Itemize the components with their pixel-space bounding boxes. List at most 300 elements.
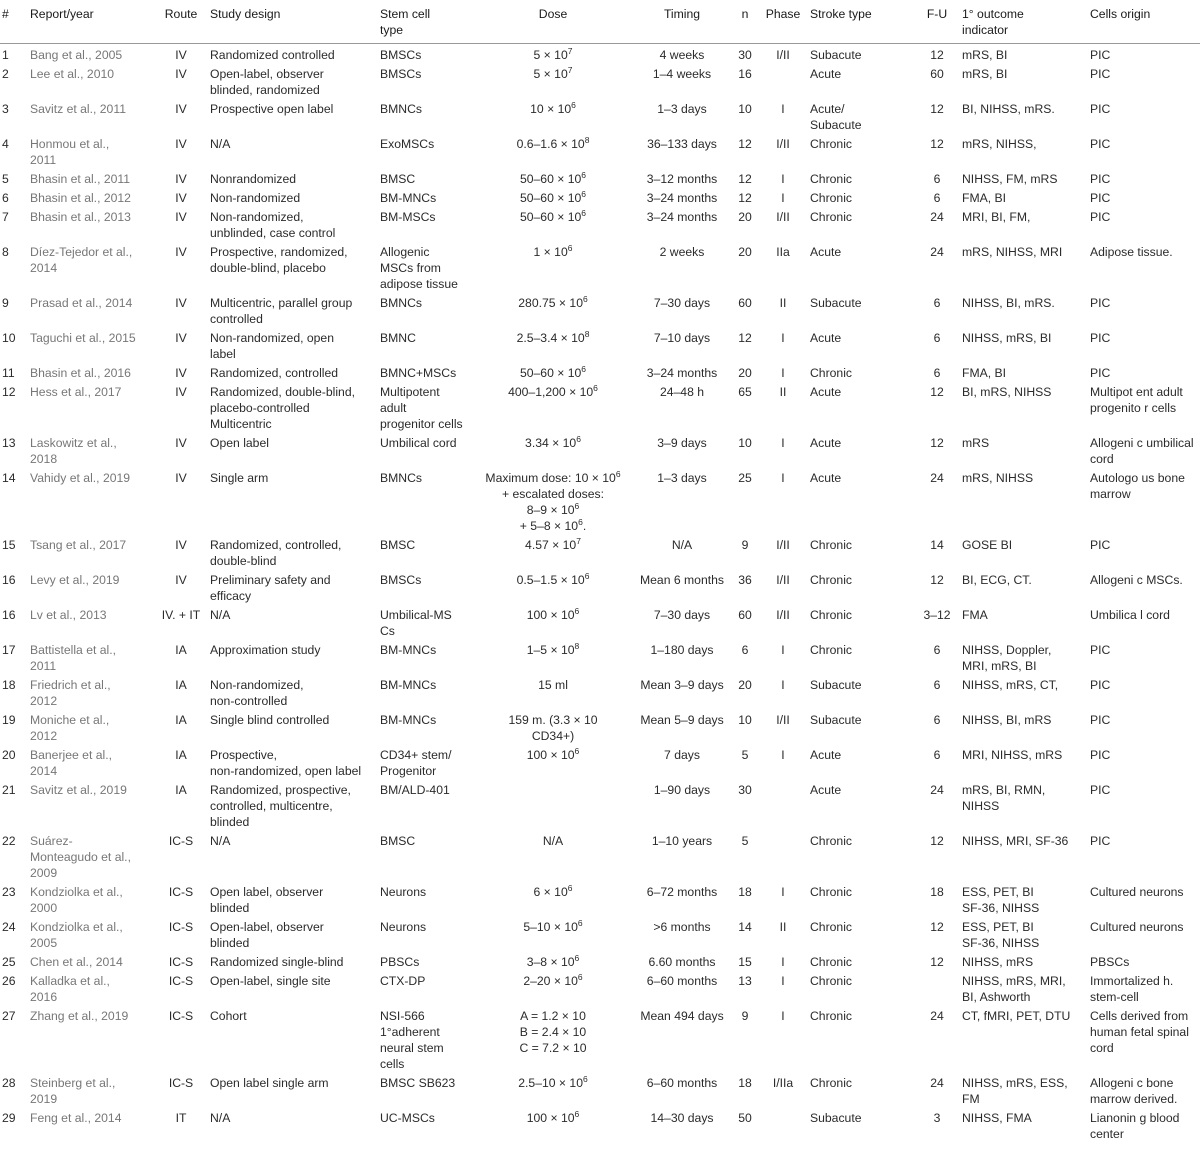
cell-cells-origin: PIC xyxy=(1090,296,1111,310)
cell-follow-up: 3–12 xyxy=(923,608,951,622)
cell-study-design: N/A xyxy=(210,608,231,622)
dose-value: 5 × 10 xyxy=(533,48,568,62)
cell-study-design: Open-label, observer blinded, randomized xyxy=(210,67,324,97)
cell-phase: I xyxy=(781,1009,785,1023)
cell-outcome-indicator: mRS, BI, RMN, NIHSS xyxy=(962,783,1046,813)
cell-follow-up: 12 xyxy=(930,834,944,848)
cell-report-year: Kalladka et al., 2016 xyxy=(30,974,110,1004)
dose-value: 100 × 10 xyxy=(526,608,575,622)
cell-stroke-type: Acute xyxy=(810,245,842,259)
cell-sample-size: 20 xyxy=(738,366,752,380)
cell-row-number: 23 xyxy=(2,885,16,899)
cell-report-year: Feng et al., 2014 xyxy=(30,1111,122,1125)
cell-route: IA xyxy=(175,783,187,797)
cell-route: IA xyxy=(175,678,187,692)
cell-stroke-type: Chronic xyxy=(810,955,852,969)
dose-exponent: 6 xyxy=(583,1074,588,1084)
dose-line: 159 m. (3.3 × 10 xyxy=(508,713,598,727)
cell-cells-origin: PIC xyxy=(1090,210,1111,224)
dose-value: 50–60 × 10 xyxy=(519,191,582,205)
cell-dose xyxy=(474,1005,632,1072)
cell-cells-origin: Lianonin g blood center xyxy=(1090,1111,1180,1141)
table-row xyxy=(0,744,1200,779)
dose-value: 50–60 × 10 xyxy=(519,366,582,380)
cell-phase: I/II xyxy=(776,48,790,62)
cell-follow-up: 6 xyxy=(933,172,941,186)
table-row xyxy=(0,98,1200,133)
cell-sample-size: 12 xyxy=(738,331,752,345)
cell-route: IV xyxy=(175,67,187,81)
table-row xyxy=(0,674,1200,709)
cell-stroke-type: Chronic xyxy=(810,834,852,848)
cell-outcome-indicator: NIHSS, FM, mRS xyxy=(962,172,1058,186)
cell-stem-cell-type: Neurons xyxy=(380,920,427,934)
cell-timing: Mean 5–9 days xyxy=(640,713,724,727)
cell-outcome-indicator: BI, ECG, CT. xyxy=(962,573,1032,587)
cell-report-year: Battistella et al., 2011 xyxy=(30,643,117,673)
cell-study-design: Single blind controlled xyxy=(210,713,330,727)
cell-study-design: Open label xyxy=(210,436,269,450)
header-stroke-type: Stroke type xyxy=(808,0,914,44)
cell-study-design: Nonrandomized xyxy=(210,172,297,186)
dose-value: 10 × 10 xyxy=(530,102,572,116)
dose-exponent: 7 xyxy=(567,46,573,56)
cell-timing: 2 weeks xyxy=(659,245,705,259)
cell-follow-up: 6 xyxy=(933,296,941,310)
cell-report-year: Prasad et al., 2014 xyxy=(30,296,133,310)
dose-exponent: 6 xyxy=(581,364,587,374)
cell-report-year: Banerjee et al., 2014 xyxy=(30,748,112,778)
cell-stroke-type: Acute xyxy=(810,748,842,762)
cell-timing: 7–10 days xyxy=(653,331,711,345)
cell-cells-origin: PIC xyxy=(1090,137,1111,151)
cell-stem-cell-type: BMSCs xyxy=(380,573,422,587)
cell-dose xyxy=(474,916,632,951)
cell-dose xyxy=(474,292,632,327)
cell-phase: I/II xyxy=(776,573,790,587)
cell-report-year: Savitz et al., 2019 xyxy=(30,783,127,797)
cell-follow-up: 12 xyxy=(930,385,944,399)
cell-dose xyxy=(474,951,632,970)
cell-study-design: N/A xyxy=(210,834,231,848)
cell-stem-cell-type: BMNC xyxy=(380,331,416,345)
cell-stroke-type: Chronic xyxy=(810,172,852,186)
table-row xyxy=(0,381,1200,432)
cell-stroke-type: Subacute xyxy=(810,1111,862,1125)
cell-phase: I xyxy=(781,191,785,205)
cell-cells-origin: Autologo us bone marrow xyxy=(1090,471,1185,501)
cell-route: IV xyxy=(175,436,187,450)
header-num: # xyxy=(0,0,28,44)
cell-outcome-indicator: mRS, NIHSS, xyxy=(962,137,1037,151)
cell-dose xyxy=(474,1072,632,1107)
dose-exponent: 6 xyxy=(574,501,580,511)
cell-study-design: Cohort xyxy=(210,1009,247,1023)
header-cells-origin: Cells origin xyxy=(1088,0,1200,44)
cell-phase xyxy=(758,779,808,830)
cell-follow-up: 24 xyxy=(930,1076,944,1090)
cell-phase: I/II xyxy=(776,608,790,622)
table-row xyxy=(0,63,1200,98)
cell-row-number: 27 xyxy=(2,1009,16,1023)
cell-cells-origin: Cultured neurons xyxy=(1090,920,1184,934)
cell-stroke-type: Subacute xyxy=(810,296,862,310)
cell-stem-cell-type: CD34+ stem/ Progenitor xyxy=(380,748,452,778)
cell-sample-size: 6 xyxy=(741,643,749,657)
cell-study-design: Randomized controlled xyxy=(210,48,335,62)
cell-route: IV xyxy=(175,296,187,310)
dose-value: 280.75 × 10 xyxy=(518,296,583,310)
cell-dose xyxy=(474,881,632,916)
header-report-year: Report/year xyxy=(28,0,154,44)
cell-cells-origin: PIC xyxy=(1090,748,1111,762)
cell-row-number: 17 xyxy=(2,643,16,657)
cell-outcome-indicator: FMA, BI xyxy=(962,366,1007,380)
cell-row-number: 16 xyxy=(2,608,16,622)
cell-route: IC-S xyxy=(168,955,194,969)
cell-sample-size: 20 xyxy=(738,678,752,692)
dose-exponent: 7 xyxy=(576,536,581,546)
dose-exponent: 6 xyxy=(581,208,587,218)
cell-outcome-indicator: NIHSS, BI, mRS. xyxy=(962,296,1055,310)
cell-phase: I xyxy=(781,366,785,380)
cell-report-year: Steinberg et al., 2019 xyxy=(30,1076,116,1106)
cell-study-design: N/A xyxy=(210,1111,231,1125)
table-row xyxy=(0,168,1200,187)
cell-outcome-indicator: mRS, NIHSS xyxy=(962,471,1034,485)
cell-stem-cell-type: BM-MSCs xyxy=(380,210,436,224)
cell-phase: IIa xyxy=(776,245,790,259)
table-header-row xyxy=(0,0,1200,44)
table-row xyxy=(0,432,1200,467)
cell-sample-size: 60 xyxy=(738,296,752,310)
cell-dose xyxy=(474,970,632,1005)
cell-study-design: Open-label, observer blinded xyxy=(210,920,324,950)
cell-stroke-type: Subacute xyxy=(810,48,862,62)
cell-phase: I xyxy=(781,471,785,485)
cell-route: IV xyxy=(175,245,187,259)
cell-dose xyxy=(474,168,632,187)
cell-stem-cell-type: UC-MSCs xyxy=(380,1111,435,1125)
dose-exponent: 6 xyxy=(581,170,587,180)
cell-route: IV xyxy=(175,102,187,116)
cell-cells-origin: PIC xyxy=(1090,67,1111,81)
cell-route: IA xyxy=(175,748,187,762)
cell-sample-size: 30 xyxy=(738,48,752,62)
dose-value: 6 × 10 xyxy=(533,885,568,899)
dose-exponent: 6 xyxy=(574,1109,580,1119)
cell-outcome-indicator: ESS, PET, BI SF-36, NIHSS xyxy=(962,920,1040,950)
cell-dose xyxy=(474,534,632,569)
cell-sample-size: 12 xyxy=(738,172,752,186)
dose-line: CD34+) xyxy=(531,729,575,743)
cell-stroke-type: Chronic xyxy=(810,974,852,988)
table-row xyxy=(0,327,1200,362)
cell-timing: Mean 3–9 days xyxy=(640,678,724,692)
dose-value: 2–20 × 10 xyxy=(523,974,578,988)
table-row xyxy=(0,951,1200,970)
cell-stem-cell-type: BM/ALD-401 xyxy=(380,783,450,797)
cell-outcome-indicator: FMA xyxy=(962,608,988,622)
cell-stroke-type: Acute xyxy=(810,783,842,797)
cell-report-year: Kondziolka et al., 2000 xyxy=(30,885,123,915)
dose-exponent: 6 xyxy=(581,189,587,199)
cell-report-year: Taguchi et al., 2015 xyxy=(30,331,136,345)
cell-cells-origin: Adipose tissue. xyxy=(1090,245,1173,259)
cell-stroke-type: Acute xyxy=(810,331,842,345)
cell-route: IV xyxy=(175,366,187,380)
cell-dose xyxy=(474,187,632,206)
cell-cells-origin: PIC xyxy=(1090,713,1111,727)
cell-outcome-indicator: NIHSS, Doppler, MRI, mRS, BI xyxy=(962,643,1052,673)
cell-stroke-type: Chronic xyxy=(810,191,852,205)
cell-phase: I xyxy=(781,172,785,186)
cell-row-number: 21 xyxy=(2,783,16,797)
cell-cells-origin: Cells derived from human fetal spinal cord xyxy=(1090,1009,1189,1055)
cell-row-number: 7 xyxy=(2,210,9,224)
cell-timing: 3–24 months xyxy=(646,366,718,380)
cell-stroke-type: Acute xyxy=(810,67,842,81)
dose-value: 4.57 × 10 xyxy=(525,538,577,552)
cell-report-year: Kondziolka et al., 2005 xyxy=(30,920,123,950)
cell-follow-up: 24 xyxy=(930,1009,944,1023)
cell-stroke-type: Chronic xyxy=(810,1076,852,1090)
cell-cells-origin: Allogeni c MSCs. xyxy=(1090,573,1183,587)
cell-stroke-type: Chronic xyxy=(810,920,852,934)
cell-stem-cell-type: BM-MNCs xyxy=(380,191,437,205)
cell-stem-cell-type: BM-MNCs xyxy=(380,643,437,657)
dose-line: A = 1.2 × 10 xyxy=(520,1009,586,1023)
cell-sample-size: 16 xyxy=(738,67,752,81)
cell-dose xyxy=(474,604,632,639)
cell-study-design: Randomized, double-blind, placebo-controlled Multicentric xyxy=(210,385,355,431)
cell-phase: I/II xyxy=(776,538,790,552)
cell-phase: I/IIa xyxy=(772,1076,794,1090)
cell-row-number: 1 xyxy=(2,48,9,62)
cell-outcome-indicator: MRI, NIHSS, mRS xyxy=(962,748,1063,762)
cell-route: IA xyxy=(175,713,187,727)
cell-outcome-indicator: mRS, NIHSS, MRI xyxy=(962,245,1063,259)
cell-stem-cell-type: BMSCs xyxy=(380,67,422,81)
cell-timing: 6.60 months xyxy=(648,955,716,969)
cell-follow-up: 6 xyxy=(933,748,941,762)
cell-follow-up: 12 xyxy=(930,137,944,151)
cell-stroke-type: Acute xyxy=(810,436,842,450)
cell-row-number: 29 xyxy=(2,1111,16,1125)
header-study-design: Study design xyxy=(208,0,378,44)
dose-value: 0.5–1.5 × 10 xyxy=(516,573,585,587)
cell-follow-up: 12 xyxy=(930,955,944,969)
cell-cells-origin: PIC xyxy=(1090,331,1111,345)
cell-phase: II xyxy=(779,920,787,934)
dose-line: + escalated doses: xyxy=(502,487,604,501)
dose-exponent: 6 xyxy=(578,517,583,527)
header-dose: Dose xyxy=(474,0,632,44)
cell-phase: I xyxy=(781,678,785,692)
cell-outcome-indicator: mRS, BI xyxy=(962,67,1008,81)
cell-row-number: 18 xyxy=(2,678,16,692)
cell-follow-up: 6 xyxy=(933,643,941,657)
cell-outcome-indicator: NIHSS, mRS, CT, xyxy=(962,678,1059,692)
cell-report-year: Hess et al., 2017 xyxy=(30,385,122,399)
cell-follow-up: 14 xyxy=(930,538,944,552)
cell-sample-size: 12 xyxy=(738,191,752,205)
cell-stroke-type: Acute xyxy=(810,385,842,399)
cell-dose xyxy=(474,1107,632,1142)
cell-follow-up: 12 xyxy=(930,573,944,587)
dose-line: B = 2.4 × 10 xyxy=(519,1025,587,1039)
header-outcome: 1° outcome indicator xyxy=(960,0,1088,44)
cell-timing: 7–30 days xyxy=(653,608,711,622)
cell-dose xyxy=(474,674,632,709)
table-body xyxy=(0,44,1200,1143)
table-row xyxy=(0,916,1200,951)
cell-sample-size: 10 xyxy=(738,713,752,727)
table-row xyxy=(0,534,1200,569)
cell-sample-size: 50 xyxy=(738,1111,752,1125)
cell-follow-up: 24 xyxy=(930,245,944,259)
header-stem-cell-type: Stem cell type xyxy=(378,0,474,44)
cell-timing: 1–3 days xyxy=(657,102,707,116)
cell-stroke-type: Chronic xyxy=(810,210,852,224)
cell-sample-size: 9 xyxy=(741,1009,749,1023)
cell-dose xyxy=(474,467,632,534)
cell-stem-cell-type: BMSC xyxy=(380,172,416,186)
header-phase: Phase xyxy=(758,0,808,44)
table-row xyxy=(0,241,1200,292)
table-row xyxy=(0,709,1200,744)
cell-row-number: 3 xyxy=(2,102,9,116)
cell-dose xyxy=(474,744,632,779)
cell-dose xyxy=(474,63,632,98)
dose-value: 100 × 10 xyxy=(526,1111,575,1125)
cell-cells-origin: Umbilica l cord xyxy=(1090,608,1170,622)
cell-outcome-indicator: mRS, BI xyxy=(962,48,1008,62)
dose-value: 400–1,200 × 10 xyxy=(508,385,594,399)
cell-outcome-indicator: GOSE BI xyxy=(962,538,1013,552)
table-row xyxy=(0,206,1200,241)
cell-study-design: Non-randomized, open label xyxy=(210,331,334,361)
cell-route: IA xyxy=(175,643,187,657)
cell-cells-origin: Allogeni c bone marrow derived. xyxy=(1090,1076,1178,1106)
dose-exponent: 6 xyxy=(567,243,573,253)
table-row xyxy=(0,362,1200,381)
cell-sample-size: 10 xyxy=(738,436,752,450)
cell-outcome-indicator: NIHSS, mRS xyxy=(962,955,1034,969)
cell-follow-up: 12 xyxy=(930,48,944,62)
cell-outcome-indicator: MRI, BI, FM, xyxy=(962,210,1031,224)
cell-route: IV xyxy=(175,172,187,186)
header-fu: F-U xyxy=(914,0,960,44)
cell-stroke-type: Chronic xyxy=(810,573,852,587)
dose-exponent: 6 xyxy=(571,100,576,110)
cell-cells-origin: PIC xyxy=(1090,643,1111,657)
table-row xyxy=(0,639,1200,674)
table-row xyxy=(0,1005,1200,1072)
cell-cells-origin: Cultured neurons xyxy=(1090,885,1184,899)
cell-timing: >6 months xyxy=(653,920,711,934)
cell-cells-origin: PIC xyxy=(1090,191,1111,205)
cell-study-design: Non-randomized, non-controlled xyxy=(210,678,304,708)
cell-sample-size: 36 xyxy=(738,573,752,587)
cell-report-year: Moniche et al., 2012 xyxy=(30,713,110,743)
dose-exponent: 6 xyxy=(576,434,581,444)
table-row xyxy=(0,292,1200,327)
cell-sample-size: 20 xyxy=(738,245,752,259)
cell-row-number: 19 xyxy=(2,713,16,727)
cell-report-year: Zhang et al., 2019 xyxy=(30,1009,129,1023)
cell-stem-cell-type: PBSCs xyxy=(380,955,420,969)
cell-route: IV xyxy=(175,331,187,345)
header-route: Route xyxy=(154,0,208,44)
cell-row-number: 9 xyxy=(2,296,9,310)
cell-phase: I/II xyxy=(776,210,790,224)
cell-cells-origin: PIC xyxy=(1090,48,1111,62)
cell-stem-cell-type: BMSC SB623 xyxy=(380,1076,456,1090)
cell-report-year: Bang et al., 2005 xyxy=(30,48,123,62)
cell-dose xyxy=(474,779,632,830)
cell-stroke-type: Chronic xyxy=(810,643,852,657)
cell-row-number: 8 xyxy=(2,245,9,259)
cell-timing: 1–90 days xyxy=(653,783,711,797)
cell-sample-size: 18 xyxy=(738,885,752,899)
cell-stroke-type: Chronic xyxy=(810,538,852,552)
dose-exponent: 6 xyxy=(574,606,580,616)
cell-stem-cell-type: BMNCs xyxy=(380,102,422,116)
cell-phase xyxy=(758,1107,808,1142)
cell-row-number: 12 xyxy=(2,385,16,399)
cell-outcome-indicator: BI, NIHSS, mRS. xyxy=(962,102,1055,116)
cell-row-number: 2 xyxy=(2,67,9,81)
cell-stroke-type: Chronic xyxy=(810,366,852,380)
cell-report-year: Lv et al., 2013 xyxy=(30,608,107,622)
cell-outcome-indicator: mRS xyxy=(962,436,990,450)
cell-stem-cell-type: Umbilical cord xyxy=(380,436,457,450)
cell-stroke-type: Chronic xyxy=(810,1009,852,1023)
cell-timing: 6–60 months xyxy=(646,974,718,988)
cell-route: IV xyxy=(175,191,187,205)
cell-phase: I xyxy=(781,955,785,969)
cell-study-design: Prospective, non-randomized, open label xyxy=(210,748,362,778)
cell-cells-origin: PIC xyxy=(1090,783,1111,797)
cell-timing: Mean 494 days xyxy=(640,1009,724,1023)
cell-stem-cell-type: BMSCs xyxy=(380,48,422,62)
cell-cells-origin: PIC xyxy=(1090,102,1111,116)
cell-sample-size: 12 xyxy=(738,137,752,151)
cell-phase xyxy=(758,830,808,881)
cell-study-design: Prospective, randomized, double-blind, placebo xyxy=(210,245,348,275)
cell-row-number: 24 xyxy=(2,920,16,934)
cell-follow-up xyxy=(914,970,960,1005)
dose-exponent: 7 xyxy=(567,65,573,75)
cell-cells-origin: PIC xyxy=(1090,678,1111,692)
cell-report-year: Levy et al., 2019 xyxy=(30,573,120,587)
dose-exponent: 6 xyxy=(583,294,588,304)
cell-stroke-type: Chronic xyxy=(810,137,852,151)
cell-timing: 6–60 months xyxy=(646,1076,718,1090)
header-n: n xyxy=(732,0,758,44)
cell-route: IV xyxy=(175,210,187,224)
cell-dose xyxy=(474,381,632,432)
cell-follow-up: 24 xyxy=(930,783,944,797)
dose-exponent: 6 xyxy=(577,918,583,928)
cell-study-design: Open label, observer blinded xyxy=(210,885,324,915)
cell-study-design: Approximation study xyxy=(210,643,321,657)
cell-route: IV xyxy=(175,538,187,552)
cell-report-year: Suárez- Monteagudo et al., 2009 xyxy=(30,834,131,880)
cell-timing: N/A xyxy=(671,538,693,552)
cell-cells-origin: PIC xyxy=(1090,538,1111,552)
